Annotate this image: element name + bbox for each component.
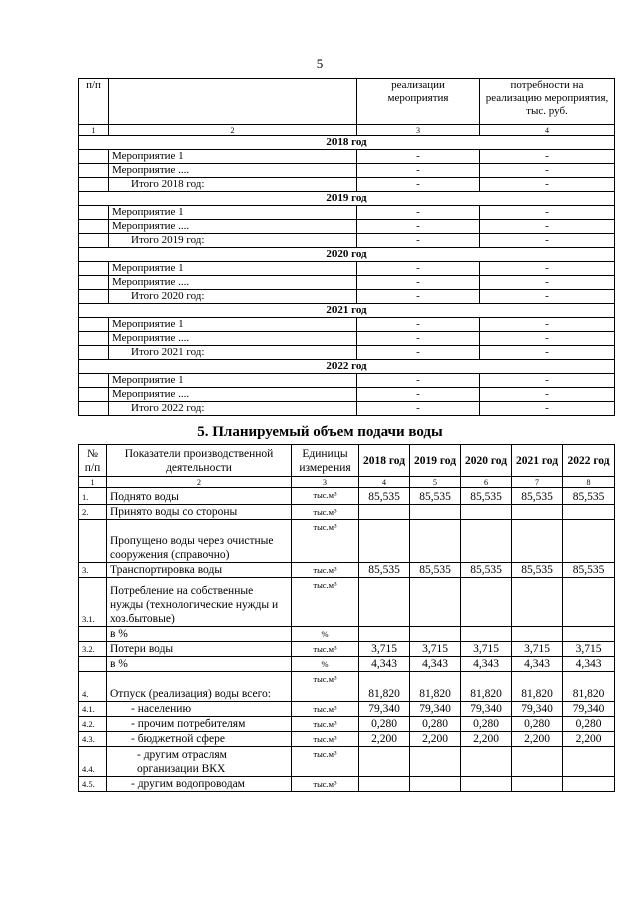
table-row <box>79 276 615 290</box>
header-cell: потребности на реализацию мероприятия, тыс. руб. <box>480 79 615 125</box>
row-number: 4.2. <box>79 717 107 732</box>
empty-cell <box>79 234 109 248</box>
index-cell: 4 <box>480 125 615 136</box>
unit-cell: % <box>292 627 359 642</box>
unit-cell: тыс.м³ <box>292 732 359 747</box>
unit-cell: % <box>292 657 359 672</box>
indicator-label: Потери воды <box>107 642 292 657</box>
value-cell: - <box>480 388 615 402</box>
table-row <box>79 505 615 520</box>
table-row <box>79 346 615 360</box>
value-cell: - <box>357 262 480 276</box>
indicator-label: в % <box>107 657 292 672</box>
year-row <box>79 304 615 318</box>
table-row <box>79 777 615 792</box>
value-cell: - <box>480 332 615 346</box>
table-row <box>79 672 615 702</box>
year-row <box>79 192 615 206</box>
table-row <box>79 732 615 747</box>
value-cell: - <box>357 234 480 248</box>
value-cell: 81,820 <box>563 672 615 702</box>
value-cell: 4,343 <box>461 657 512 672</box>
activity-label: Мероприятие .... <box>109 276 357 290</box>
table-header-row <box>79 445 615 477</box>
value-cell: 85,535 <box>563 563 615 578</box>
activity-label: Мероприятие .... <box>109 332 357 346</box>
value-cell: 85,535 <box>512 563 563 578</box>
value-cell: - <box>357 150 480 164</box>
year-label: 2018 год <box>79 136 615 150</box>
value-cell: 3,715 <box>410 642 461 657</box>
table-row <box>79 234 615 248</box>
indicator-label: Поднято воды <box>107 488 292 505</box>
value-cell: 4,343 <box>512 657 563 672</box>
row-number: 2. <box>79 505 107 520</box>
index-cell: 2 <box>109 125 357 136</box>
row-number: 3.2. <box>79 642 107 657</box>
value-cell <box>512 627 563 642</box>
activity-label: Мероприятие 1 <box>109 374 357 388</box>
year-label: 2022 год <box>79 360 615 374</box>
value-cell: 0,280 <box>359 717 410 732</box>
value-cell: - <box>357 388 480 402</box>
year-label: 2020 год <box>79 248 615 262</box>
value-cell: 85,535 <box>461 488 512 505</box>
activity-label: Мероприятие 1 <box>109 262 357 276</box>
value-cell: 0,280 <box>410 717 461 732</box>
empty-cell <box>79 374 109 388</box>
table-row <box>79 642 615 657</box>
indicator-label: - другим водопроводам <box>107 777 292 792</box>
table-row <box>79 178 615 192</box>
value-cell: - <box>480 220 615 234</box>
table-row <box>79 150 615 164</box>
header-cell: Показатели производственной деятельности <box>107 445 292 477</box>
value-cell: - <box>480 402 615 416</box>
header-cell: 2022 год <box>563 445 615 477</box>
value-cell: - <box>357 332 480 346</box>
activity-label: Мероприятие .... <box>109 164 357 178</box>
table-row <box>79 206 615 220</box>
value-cell: 2,200 <box>461 732 512 747</box>
year-label: 2019 год <box>79 192 615 206</box>
value-cell <box>359 578 410 627</box>
indicator-label: Потребление на собственные нужды (технологические нужды и хоз.бытовые) <box>107 578 292 627</box>
value-cell: 0,280 <box>512 717 563 732</box>
table-row <box>79 627 615 642</box>
value-cell: 85,535 <box>563 488 615 505</box>
value-cell <box>410 578 461 627</box>
index-row <box>79 477 615 488</box>
indicator-label: Транспортировка воды <box>107 563 292 578</box>
value-cell: 4,343 <box>410 657 461 672</box>
empty-cell <box>79 388 109 402</box>
value-cell: - <box>480 206 615 220</box>
row-number <box>79 520 107 563</box>
index-cell: 2 <box>107 477 292 488</box>
index-row <box>79 125 615 136</box>
value-cell: - <box>480 290 615 304</box>
activity-label: Мероприятие .... <box>109 388 357 402</box>
value-cell: 4,343 <box>359 657 410 672</box>
header-cell: 2020 год <box>461 445 512 477</box>
row-number: 4.5. <box>79 777 107 792</box>
unit-cell: тыс.м³ <box>292 747 359 777</box>
row-number: 4. <box>79 672 107 702</box>
table-row <box>79 747 615 777</box>
table-row <box>79 702 615 717</box>
value-cell: 2,200 <box>563 732 615 747</box>
value-cell <box>563 520 615 563</box>
table-row <box>79 402 615 416</box>
value-cell <box>410 627 461 642</box>
unit-cell: тыс.м³ <box>292 702 359 717</box>
table-row <box>79 578 615 627</box>
value-cell: - <box>357 318 480 332</box>
value-cell: 79,340 <box>359 702 410 717</box>
empty-cell <box>79 346 109 360</box>
row-number: 1. <box>79 488 107 505</box>
empty-cell <box>79 290 109 304</box>
value-cell: - <box>357 164 480 178</box>
value-cell <box>512 578 563 627</box>
value-cell: - <box>480 164 615 178</box>
value-cell: - <box>357 290 480 304</box>
unit-cell: тыс.м³ <box>292 672 359 702</box>
value-cell <box>461 777 512 792</box>
table-row <box>79 563 615 578</box>
value-cell: - <box>357 402 480 416</box>
unit-cell: тыс.м³ <box>292 520 359 563</box>
value-cell <box>410 747 461 777</box>
value-cell: 85,535 <box>461 563 512 578</box>
value-cell: - <box>480 178 615 192</box>
table-row <box>79 520 615 563</box>
value-cell <box>461 505 512 520</box>
table-row <box>79 374 615 388</box>
value-cell: 2,200 <box>512 732 563 747</box>
value-cell: - <box>357 178 480 192</box>
header-cell: Единицы измерения <box>292 445 359 477</box>
header-cell <box>109 79 357 125</box>
value-cell: 79,340 <box>461 702 512 717</box>
value-cell: - <box>357 276 480 290</box>
value-cell <box>359 520 410 563</box>
value-cell <box>359 505 410 520</box>
value-cell: 2,200 <box>359 732 410 747</box>
empty-cell <box>79 262 109 276</box>
value-cell <box>359 747 410 777</box>
value-cell: - <box>480 150 615 164</box>
empty-cell <box>79 220 109 234</box>
value-cell <box>410 505 461 520</box>
empty-cell <box>79 150 109 164</box>
indicator-label: Принято воды со стороны <box>107 505 292 520</box>
index-cell: 8 <box>563 477 615 488</box>
index-cell: 1 <box>79 477 107 488</box>
value-cell <box>410 777 461 792</box>
value-cell: - <box>480 262 615 276</box>
activity-label: Итого 2019 год: <box>109 234 357 248</box>
value-cell <box>512 747 563 777</box>
table-row <box>79 164 615 178</box>
value-cell: 0,280 <box>461 717 512 732</box>
value-cell: 81,820 <box>359 672 410 702</box>
value-cell: - <box>357 206 480 220</box>
value-cell: - <box>357 220 480 234</box>
empty-cell <box>79 178 109 192</box>
value-cell <box>512 777 563 792</box>
header-cell: 2018 год <box>359 445 410 477</box>
row-number <box>79 657 107 672</box>
value-cell: 85,535 <box>359 563 410 578</box>
row-number: 3. <box>79 563 107 578</box>
value-cell: - <box>480 318 615 332</box>
value-cell: - <box>480 234 615 248</box>
value-cell: 85,535 <box>410 488 461 505</box>
table-row <box>79 717 615 732</box>
value-cell: 79,340 <box>410 702 461 717</box>
header-cell: 2021 год <box>512 445 563 477</box>
empty-cell <box>79 276 109 290</box>
activity-label: Итого 2020 год: <box>109 290 357 304</box>
table-row <box>79 388 615 402</box>
table-row <box>79 318 615 332</box>
value-cell <box>512 505 563 520</box>
value-cell: 79,340 <box>512 702 563 717</box>
index-cell: 6 <box>461 477 512 488</box>
year-row <box>79 248 615 262</box>
unit-cell: тыс.м³ <box>292 505 359 520</box>
activity-label: Итого 2021 год: <box>109 346 357 360</box>
index-cell: 3 <box>357 125 480 136</box>
value-cell: 3,715 <box>359 642 410 657</box>
value-cell <box>512 520 563 563</box>
index-cell: 4 <box>359 477 410 488</box>
activity-label: Мероприятие 1 <box>109 318 357 332</box>
value-cell: - <box>480 374 615 388</box>
row-number: 4.4. <box>79 747 107 777</box>
table-row <box>79 488 615 505</box>
empty-cell <box>79 318 109 332</box>
value-cell: - <box>357 346 480 360</box>
value-cell <box>359 627 410 642</box>
value-cell: 3,715 <box>461 642 512 657</box>
table-row <box>79 332 615 346</box>
indicator-label: в % <box>107 627 292 642</box>
header-cell: реализации мероприятия <box>357 79 480 125</box>
header-cell: № п/п <box>79 445 107 477</box>
value-cell: 85,535 <box>512 488 563 505</box>
unit-cell: тыс.м³ <box>292 563 359 578</box>
value-cell <box>359 777 410 792</box>
unit-cell: тыс.м³ <box>292 488 359 505</box>
row-number: 4.3. <box>79 732 107 747</box>
value-cell <box>563 627 615 642</box>
value-cell <box>461 578 512 627</box>
empty-cell <box>79 332 109 346</box>
value-cell <box>563 777 615 792</box>
unit-cell: тыс.м³ <box>292 642 359 657</box>
value-cell <box>410 520 461 563</box>
value-cell: 0,280 <box>563 717 615 732</box>
value-cell: - <box>480 276 615 290</box>
value-cell: 81,820 <box>410 672 461 702</box>
activity-label: Мероприятие 1 <box>109 150 357 164</box>
header-cell: п/п <box>79 79 109 125</box>
value-cell <box>461 627 512 642</box>
year-label: 2021 год <box>79 304 615 318</box>
value-cell: 81,820 <box>512 672 563 702</box>
value-cell: 79,340 <box>563 702 615 717</box>
empty-cell <box>79 206 109 220</box>
value-cell: 3,715 <box>512 642 563 657</box>
value-cell <box>461 520 512 563</box>
value-cell: - <box>480 346 615 360</box>
activity-label: Итого 2018 год: <box>109 178 357 192</box>
value-cell <box>563 505 615 520</box>
empty-cell <box>79 402 109 416</box>
empty-cell <box>79 164 109 178</box>
unit-cell: тыс.м³ <box>292 578 359 627</box>
header-cell: 2019 год <box>410 445 461 477</box>
unit-cell: тыс.м³ <box>292 717 359 732</box>
value-cell: 2,200 <box>410 732 461 747</box>
value-cell <box>461 747 512 777</box>
row-number: 3.1. <box>79 578 107 627</box>
row-number: 4.1. <box>79 702 107 717</box>
row-number <box>79 627 107 642</box>
section-title: 5. Планируемый объем подачи воды <box>197 424 443 440</box>
index-cell: 5 <box>410 477 461 488</box>
activity-label: Мероприятие 1 <box>109 206 357 220</box>
water-supply-table <box>78 444 615 792</box>
table-row <box>79 290 615 304</box>
index-cell: 3 <box>292 477 359 488</box>
year-row <box>79 136 615 150</box>
value-cell: 85,535 <box>410 563 461 578</box>
page-number: 5 <box>316 56 324 71</box>
index-cell: 1 <box>79 125 109 136</box>
table-header-row <box>79 79 615 125</box>
activity-label: Мероприятие .... <box>109 220 357 234</box>
index-cell: 7 <box>512 477 563 488</box>
year-row <box>79 360 615 374</box>
indicator-label: - бюджетной сфере <box>107 732 292 747</box>
indicator-label: - населению <box>107 702 292 717</box>
indicator-label: - другим отраслям организации ВКХ <box>107 747 292 777</box>
indicator-label: Пропущено воды через очистные сооружения (справочно) <box>107 520 292 563</box>
table-row <box>79 657 615 672</box>
indicator-label: - прочим потребителям <box>107 717 292 732</box>
value-cell: - <box>357 374 480 388</box>
activity-label: Итого 2022 год: <box>109 402 357 416</box>
value-cell <box>563 578 615 627</box>
value-cell <box>563 747 615 777</box>
unit-cell: тыс.м³ <box>292 777 359 792</box>
table-row <box>79 262 615 276</box>
value-cell: 4,343 <box>563 657 615 672</box>
value-cell: 85,535 <box>359 488 410 505</box>
indicator-label: Отпуск (реализация) воды всего: <box>107 672 292 702</box>
table-row <box>79 220 615 234</box>
value-cell: 3,715 <box>563 642 615 657</box>
activities-table <box>78 78 615 416</box>
value-cell: 81,820 <box>461 672 512 702</box>
